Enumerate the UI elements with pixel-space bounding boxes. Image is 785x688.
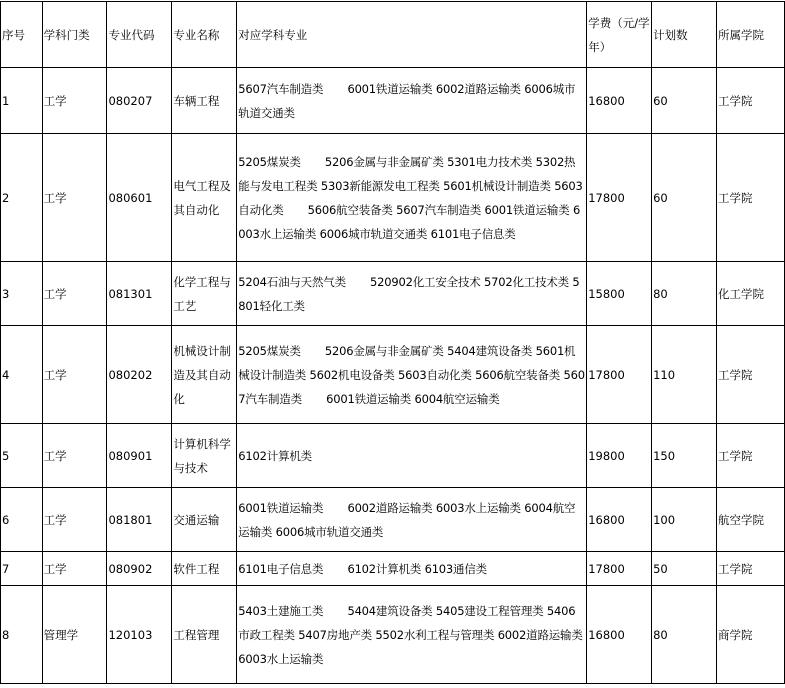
cell-college: 工学院 (717, 552, 785, 586)
cell-code: 080601 (107, 134, 172, 262)
cell-subjects: 5205煤炭类 5206金属与非金属矿类 5404建筑设备类 5601机械设计制造类 5602机电设备类 5603自动化类 5606航空装备类 5607汽车制造类 6001铁道运输类 6004航空运输类 (237, 326, 587, 424)
cell-code: 080901 (107, 424, 172, 488)
cell-category: 工学 (42, 68, 107, 134)
cell-category: 工学 (42, 552, 107, 586)
cell-plan: 80 (652, 586, 717, 684)
cell-plan: 50 (652, 552, 717, 586)
table-row (1, 586, 785, 684)
cell-plan: 60 (652, 134, 717, 262)
cell-no: 1 (1, 68, 43, 134)
cell-college: 工学院 (717, 134, 785, 262)
cell-fee: 17800 (587, 134, 652, 262)
cell-fee: 16800 (587, 488, 652, 552)
table-row (1, 488, 785, 552)
cell-college: 航空学院 (717, 488, 785, 552)
cell-college: 商学院 (717, 586, 785, 684)
cell-code: 120103 (107, 586, 172, 684)
cell-name: 计算机科学与技术 (172, 424, 237, 488)
table-row (1, 326, 785, 424)
table-row (1, 134, 785, 262)
cell-college: 化工学院 (717, 262, 785, 326)
cell-no: 5 (1, 424, 43, 488)
cell-plan: 60 (652, 68, 717, 134)
cell-subjects: 5205煤炭类 5206金属与非金属矿类 5301电力技术类 5302热能与发电工程类 5303新能源发电工程类 5601机械设计制造类 5603自动化类 5606航空装备类 5607汽车制造类 6001铁道运输类 6003水上运输类 6006城市轨道交通类 6101电子信息类 (237, 134, 587, 262)
cell-no: 4 (1, 326, 43, 424)
cell-subjects: 5607汽车制造类 6001铁道运输类 6002道路运输类 6006城市轨道交通类 (237, 68, 587, 134)
cell-subjects: 5403土建施工类 5404建筑设备类 5405建设工程管理类 5406市政工程类 5407房地产类 5502水利工程与管理类 6002道路运输类 6003水上运输类 (237, 586, 587, 684)
cell-category: 工学 (42, 326, 107, 424)
cell-code: 080207 (107, 68, 172, 134)
header-college: 所属学院 (717, 2, 785, 68)
cell-category: 工学 (42, 424, 107, 488)
header-no: 序号 (1, 2, 43, 68)
header-row (1, 2, 785, 68)
cell-name: 工程管理 (172, 586, 237, 684)
cell-no: 6 (1, 488, 43, 552)
cell-code: 080202 (107, 326, 172, 424)
table-row (1, 68, 785, 134)
cell-subjects: 6001铁道运输类 6002道路运输类 6003水上运输类 6004航空运输类 6006城市轨道交通类 (237, 488, 587, 552)
header-plan: 计划数 (652, 2, 717, 68)
cell-fee: 16800 (587, 68, 652, 134)
cell-name: 机械设计制造及其自动化 (172, 326, 237, 424)
cell-plan: 80 (652, 262, 717, 326)
header-subjects: 对应学科专业 (237, 2, 587, 68)
cell-plan: 110 (652, 326, 717, 424)
table-row (1, 424, 785, 488)
cell-college: 工学院 (717, 424, 785, 488)
table-row (1, 552, 785, 586)
cell-no: 7 (1, 552, 43, 586)
cell-fee: 19800 (587, 424, 652, 488)
cell-name: 化学工程与工艺 (172, 262, 237, 326)
cell-code: 081301 (107, 262, 172, 326)
cell-no: 8 (1, 586, 43, 684)
cell-code: 080902 (107, 552, 172, 586)
header-category: 学科门类 (42, 2, 107, 68)
cell-subjects: 5204石油与天然气类 520902化工安全技术 5702化工技术类 5801轻化工类 (237, 262, 587, 326)
cell-no: 3 (1, 262, 43, 326)
cell-subjects: 6101电子信息类 6102计算机类 6103通信类 (237, 552, 587, 586)
cell-fee: 17800 (587, 552, 652, 586)
enrollment-table (0, 1, 785, 684)
header-name: 专业名称 (172, 2, 237, 68)
cell-no: 2 (1, 134, 43, 262)
cell-plan: 100 (652, 488, 717, 552)
cell-category: 工学 (42, 488, 107, 552)
cell-fee: 17800 (587, 326, 652, 424)
cell-fee: 16800 (587, 586, 652, 684)
cell-name: 交通运输 (172, 488, 237, 552)
cell-subjects: 6102计算机类 (237, 424, 587, 488)
cell-name: 车辆工程 (172, 68, 237, 134)
cell-college: 工学院 (717, 326, 785, 424)
cell-name: 电气工程及其自动化 (172, 134, 237, 262)
cell-category: 工学 (42, 262, 107, 326)
cell-category: 管理学 (42, 586, 107, 684)
cell-name: 软件工程 (172, 552, 237, 586)
table-row (1, 262, 785, 326)
header-fee: 学费（元/学年） (587, 2, 652, 68)
cell-category: 工学 (42, 134, 107, 262)
header-code: 专业代码 (107, 2, 172, 68)
cell-code: 081801 (107, 488, 172, 552)
cell-college: 工学院 (717, 68, 785, 134)
cell-fee: 15800 (587, 262, 652, 326)
cell-plan: 150 (652, 424, 717, 488)
